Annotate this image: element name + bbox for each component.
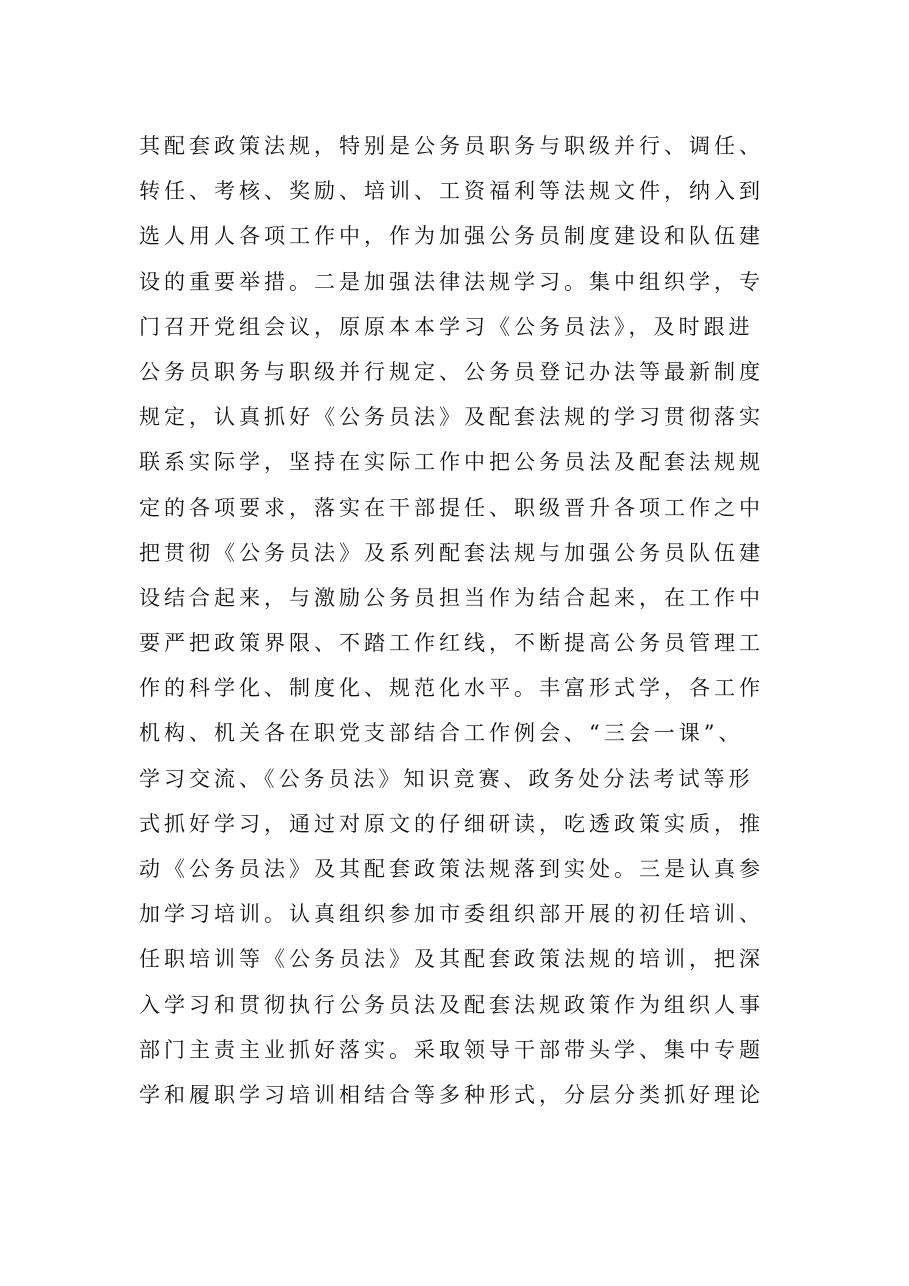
body-paragraph [139, 124, 779, 1118]
paragraph-line: 定的各项要求，落实在干部提任、职级晋升各项工作之中 [139, 495, 764, 520]
paragraph-line: 门召开党组会议，原原本本学习《公务员法》，及时跟进 [139, 314, 754, 339]
paragraph-line: 机构、机关各在职党支部结合工作例会、“三会一课”、 [139, 721, 744, 746]
paragraph-line: 其配套政策法规，特别是公务员职务与职级并行、调任、 [139, 134, 764, 158]
paragraph-line: 把贯彻《公务员法》及系列配套法规与加强公务员队伍建 [139, 540, 764, 565]
paragraph-line: 部门主责主业抓好落实。采取领导干部带头学、集中专题 [139, 1037, 764, 1062]
paragraph-line: 学和履职学习培训相结合等多种形式，分层分类抓好理论 [139, 1082, 764, 1107]
paragraph-line: 加学习培训。认真组织参加市委组织部开展的初任培训、 [139, 902, 764, 927]
paragraph-line: 设结合起来，与激励公务员担当作为结合起来，在工作中 [139, 585, 764, 610]
paragraph-line: 任职培训等《公务员法》及其配套政策法规的培训，把深 [139, 947, 764, 972]
paragraph-line: 式抓好学习，通过对原文的仔细研读，吃透政策实质，推 [139, 811, 764, 836]
paragraph-line: 转任、考核、奖励、培训、工资福利等法规文件，纳入到 [139, 179, 764, 204]
paragraph-line: 选人用人各项工作中，作为加强公务员制度建设和队伍建 [139, 224, 764, 249]
paragraph-line: 动《公务员法》及其配套政策法规落到实处。三是认真参 [139, 857, 764, 881]
paragraph-line: 公务员职务与职级并行规定、公务员登记办法等最新制度 [139, 359, 764, 384]
paragraph-line: 设的重要举措。二是加强法律法规学习。集中组织学，专 [139, 269, 764, 294]
paragraph-line: 作的科学化、制度化、规范化水平。丰富形式学，各工作 [139, 676, 764, 701]
paragraph-line: 学习交流、《公务员法》知识竞赛、政务处分法考试等形 [139, 766, 754, 791]
paragraph-line: 规定，认真抓好《公务员法》及配套法规的学习贯彻落实 [139, 405, 764, 430]
paragraph-line: 入学习和贯彻执行公务员法及配套法规政策作为组织人事 [139, 992, 764, 1017]
paragraph-line: 联系实际学，坚持在实际工作中把公务员法及配套法规规 [139, 450, 764, 475]
paragraph-line: 要严把政策界限、不踏工作红线，不断提高公务员管理工 [139, 631, 764, 656]
